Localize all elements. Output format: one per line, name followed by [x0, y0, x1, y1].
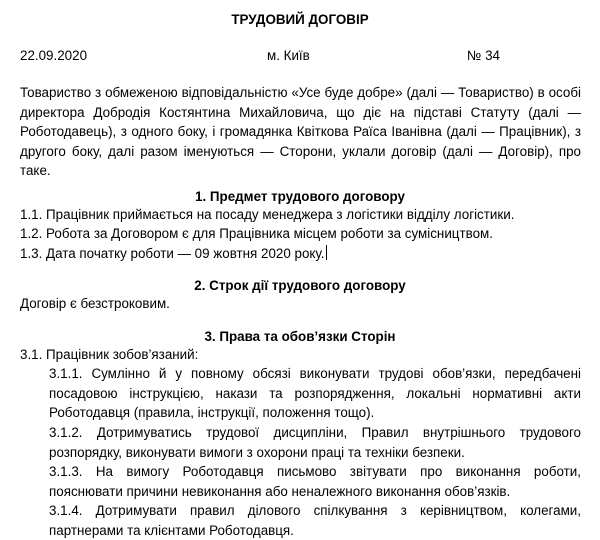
section-3-heading: 3. Права та обов’язки Сторін: [204, 329, 396, 344]
clause-1-1: 1.1. Працівник приймається на посаду менеджера з логістики відділу логістики.: [20, 207, 515, 222]
clause-3-1-3: 3.1.3. На вимогу Роботодавця письмово звітувати про виконання роботи, пояснювати причини невиконання або неналежного виконання обов’язків.: [49, 464, 581, 499]
document-number: № 34: [467, 48, 500, 63]
section-2-heading: 2. Строк дії трудового договору: [194, 278, 406, 293]
text-cursor: [326, 245, 327, 260]
document-city: м. Київ: [267, 48, 310, 63]
section-1-heading: 1. Предмет трудового договору: [195, 189, 405, 204]
section-2-text: Договір є безстроковим.: [20, 296, 170, 311]
clause-3-1-4: 3.1.4. Дотримувати правил ділового спілкування з керівництвом, колегами, партнерами та клієнтами Роботодавця.: [49, 503, 581, 538]
document-title: ТРУДОВИЙ ДОГОВІР: [231, 12, 369, 27]
document-date: 22.09.2020: [20, 48, 88, 63]
clause-3-1: 3.1. Працівник зобов’язаний:: [20, 347, 199, 362]
clause-3-1-2: 3.1.2. Дотримуватись трудової дисципліни, Правил внутрішнього трудового розпорядку, виконувати вимоги з охорони праці та техніки безпеки.: [49, 425, 581, 460]
clause-1-2: 1.2. Робота за Договором є для Працівника місцем роботи за сумісництвом.: [20, 226, 493, 241]
intro-paragraph: Товариство з обмеженою відповідальністю «Усе буде добре» (далі — Товариство) в особі директора Добродія Костянтина Михайловича, що діє на підставі Статуту (далі — Роботодавець), з одного боку, і громадянка Квіткова Раїса Іванівна (далі — Працівник), з другого боку, далі разом іменуються — Сторони, уклали договір (далі — Договір), про таке.: [20, 85, 581, 179]
clause-3-1-1: 3.1.1. Сумлінно й у повному обсязі виконувати трудові обов’язки, передбачені посадовою інструкцією, накази та розпорядження, локальні нормативні акти Роботодавця (правила, інструкції, положення тощо).: [49, 366, 581, 421]
clause-1-3-text: 1.3. Дата початку роботи — 09 жовтня 2020 року.: [20, 246, 325, 261]
clause-1-3: [20, 245, 327, 261]
